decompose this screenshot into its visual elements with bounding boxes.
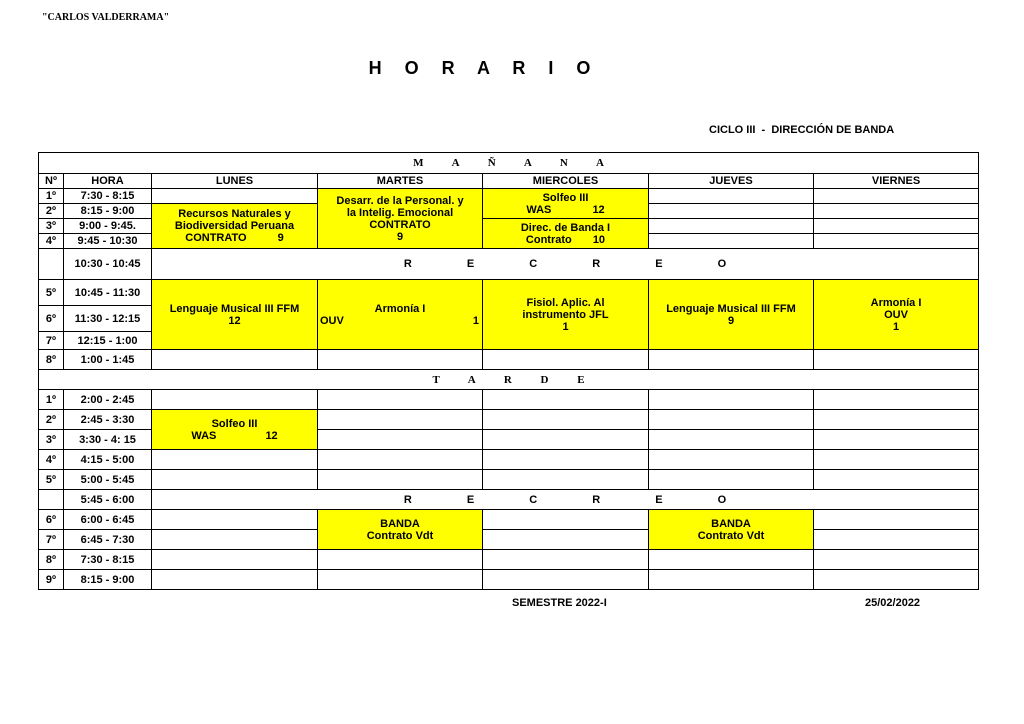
course-hours: 9: [396, 230, 404, 243]
course-cell: [318, 280, 483, 350]
empty-cell: [152, 530, 318, 550]
period-time: 5:00 - 5:45: [64, 470, 152, 490]
period-number: 5º: [39, 280, 64, 306]
course-cell: [483, 219, 649, 249]
period-time: 4:15 - 5:00: [64, 450, 152, 470]
period-time: 2:45 - 3:30: [64, 410, 152, 430]
date-label: 25/02/2022: [865, 597, 921, 609]
table-row: [39, 550, 979, 570]
course-hours: 12: [228, 314, 241, 327]
course-teacher: CONTRATO: [369, 218, 431, 231]
col-header-number: Nº: [39, 174, 64, 189]
table-row: [39, 570, 979, 590]
period-number: 2º: [39, 204, 64, 219]
course-name: Fisiol. Aplic. Al: [526, 296, 605, 309]
period-number: 5º: [39, 470, 64, 490]
school-name: "CARLOS VALDERRAMA": [42, 12, 170, 23]
empty-cell: [152, 450, 318, 470]
empty-cell: [318, 570, 483, 590]
empty-cell: [814, 234, 979, 249]
empty-cell: [483, 550, 649, 570]
empty-cell: [649, 550, 814, 570]
empty-cell: [39, 490, 64, 510]
period-time: 7:30 - 8:15: [64, 189, 152, 204]
period-time: 10:45 - 11:30: [64, 280, 152, 306]
course-cell: [152, 410, 318, 450]
course-name: BANDA: [711, 517, 751, 530]
col-header-miercoles: MIERCOLES: [483, 174, 649, 189]
period-number: 3º: [39, 219, 64, 234]
course-hours: 9: [277, 232, 284, 244]
empty-cell: [649, 570, 814, 590]
recess-row: [39, 490, 979, 510]
course-name: Solfeo III: [211, 417, 258, 430]
period-number: 1º: [39, 189, 64, 204]
empty-cell: [483, 510, 649, 530]
period-time: 7:30 - 8:15: [64, 550, 152, 570]
period-time: 8:15 - 9:00: [64, 570, 152, 590]
course-teacher: instrumento JFL: [522, 308, 609, 321]
empty-cell: [814, 450, 979, 470]
period-number: 1º: [39, 390, 64, 410]
period-time: 1:00 - 1:45: [64, 350, 152, 370]
empty-cell: [483, 570, 649, 590]
empty-cell: [318, 430, 483, 450]
empty-cell: [152, 350, 318, 370]
course-teacher: OUV: [320, 314, 344, 327]
empty-cell: [649, 350, 814, 370]
period-time: 5:45 - 6:00: [64, 490, 152, 510]
course-cell: [649, 280, 814, 350]
empty-cell: [649, 390, 814, 410]
table-row: [39, 410, 979, 430]
course-name: Lenguaje Musical III FFM: [666, 302, 796, 315]
empty-cell: [318, 550, 483, 570]
empty-cell: [483, 350, 649, 370]
col-header-hora: HORA: [64, 174, 152, 189]
course-name: Desarr. de la Personal. y: [336, 194, 464, 207]
course-hours: 1: [472, 314, 479, 327]
course-name: Biodiversidad Peruana: [174, 220, 295, 232]
course-hours: 12: [265, 429, 278, 442]
cycle-label: CICLO III - DIRECCIÓN DE BANDA: [709, 124, 895, 136]
course-cell: [318, 510, 483, 550]
empty-cell: [814, 470, 979, 490]
empty-cell: [814, 390, 979, 410]
section-title-morning: M A Ñ A N A: [39, 153, 979, 174]
course-name: Lenguaje Musical III FFM: [169, 302, 300, 315]
course-teacher: Contrato Vdt: [697, 529, 765, 542]
empty-cell: [318, 390, 483, 410]
course-cell: [483, 189, 649, 219]
empty-cell: [814, 204, 979, 219]
course-cell: [152, 204, 318, 249]
period-number: 7º: [39, 332, 64, 350]
period-time: 6:45 - 7:30: [64, 530, 152, 550]
empty-cell: [152, 550, 318, 570]
period-number: 4º: [39, 450, 64, 470]
course-name: Armonía I: [870, 296, 922, 309]
col-header-jueves: JUEVES: [649, 174, 814, 189]
course-hours: 12: [592, 203, 605, 216]
empty-cell: [814, 510, 979, 530]
empty-cell: [649, 470, 814, 490]
period-time: 12:15 - 1:00: [64, 332, 152, 350]
period-number: 8º: [39, 550, 64, 570]
empty-cell: [814, 189, 979, 204]
period-number: 2º: [39, 410, 64, 430]
page-title: H O R A R I O: [368, 58, 600, 78]
empty-cell: [483, 430, 649, 450]
period-number: 8º: [39, 350, 64, 370]
period-number: 9º: [39, 570, 64, 590]
course-teacher: WAS: [526, 203, 552, 216]
empty-cell: [318, 410, 483, 430]
table-row: [39, 350, 979, 370]
table-row: [39, 530, 979, 550]
period-time: 9:00 - 9:45.: [64, 219, 152, 234]
recess-label: R E C R E O: [152, 249, 979, 280]
table-row: [39, 470, 979, 490]
empty-cell: [814, 219, 979, 234]
table-row: [39, 280, 979, 306]
course-hours: 9: [727, 314, 735, 327]
table-row: [39, 450, 979, 470]
column-header-row: [39, 174, 979, 189]
col-header-lunes: LUNES: [152, 174, 318, 189]
empty-cell: [152, 510, 318, 530]
empty-cell: [318, 470, 483, 490]
course-teacher: OUV: [884, 308, 908, 321]
empty-cell: [649, 234, 814, 249]
course-teacher: CONTRATO: [185, 232, 247, 244]
empty-cell: [649, 450, 814, 470]
empty-cell: [814, 410, 979, 430]
empty-cell: [814, 530, 979, 550]
course-hours: 10: [592, 233, 606, 246]
course-cell: [318, 189, 483, 249]
section-row-afternoon: [39, 370, 979, 390]
course-name: Armonía I: [374, 302, 426, 315]
course-cell: [152, 280, 318, 350]
period-number: 7º: [39, 530, 64, 550]
empty-cell: [814, 550, 979, 570]
recess-row: [39, 249, 979, 280]
course-cell: [649, 510, 814, 550]
period-time: 8:15 - 9:00: [64, 204, 152, 219]
course-teacher: Contrato: [525, 233, 572, 246]
period-time: 3:30 - 4: 15: [64, 430, 152, 450]
empty-cell: [152, 470, 318, 490]
period-time: 9:45 - 10:30: [64, 234, 152, 249]
col-header-martes: MARTES: [318, 174, 483, 189]
course-teacher: Contrato Vdt: [366, 529, 434, 542]
course-hours: 1: [892, 320, 900, 333]
course-cell: [483, 280, 649, 350]
empty-cell: [483, 530, 649, 550]
empty-cell: [318, 350, 483, 370]
empty-cell: [152, 189, 318, 204]
empty-cell: [649, 430, 814, 450]
empty-cell: [318, 450, 483, 470]
period-time: 2:00 - 2:45: [64, 390, 152, 410]
course-name: Solfeo III: [542, 191, 589, 204]
period-time: 6:00 - 6:45: [64, 510, 152, 530]
empty-cell: [152, 390, 318, 410]
empty-cell: [152, 570, 318, 590]
section-title-afternoon: T A R D E: [39, 370, 979, 390]
recess-label: R E C R E O: [152, 490, 979, 510]
schedule-table: [38, 152, 979, 590]
course-name: Recursos Naturales y: [178, 208, 291, 220]
table-row: [39, 189, 979, 204]
empty-cell: [483, 390, 649, 410]
semester-label: SEMESTRE 2022-I: [512, 597, 607, 609]
empty-cell: [483, 470, 649, 490]
table-row: [39, 510, 979, 530]
course-teacher: WAS: [191, 429, 217, 442]
course-name: BANDA: [380, 517, 420, 530]
empty-cell: [483, 410, 649, 430]
empty-cell: [649, 204, 814, 219]
empty-cell: [814, 570, 979, 590]
course-cell: [814, 280, 979, 350]
col-header-viernes: VIERNES: [814, 174, 979, 189]
empty-cell: [649, 410, 814, 430]
period-time: 10:30 - 10:45: [64, 249, 152, 280]
course-hours: 1: [562, 320, 569, 333]
period-time: 11:30 - 12:15: [64, 306, 152, 332]
empty-cell: [649, 189, 814, 204]
empty-cell: [483, 450, 649, 470]
period-number: 4º: [39, 234, 64, 249]
empty-cell: [814, 430, 979, 450]
empty-cell: [39, 249, 64, 280]
table-row: [39, 390, 979, 410]
empty-cell: [649, 219, 814, 234]
period-number: 6º: [39, 306, 64, 332]
course-name: la Intelig. Emocional: [346, 206, 454, 219]
empty-cell: [814, 350, 979, 370]
period-number: 6º: [39, 510, 64, 530]
course-name: Direc. de Banda I: [520, 221, 611, 234]
section-row-morning: [39, 153, 979, 174]
period-number: 3º: [39, 430, 64, 450]
